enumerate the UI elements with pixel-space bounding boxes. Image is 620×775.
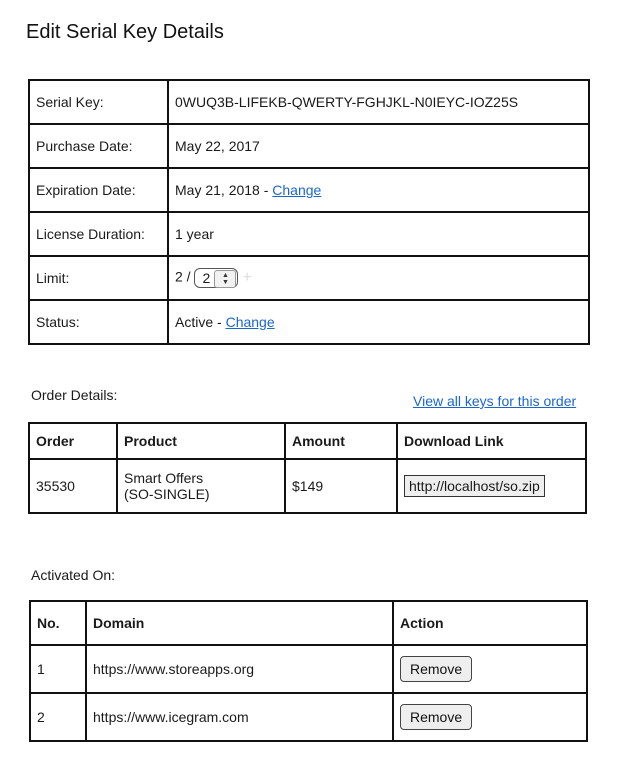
serial-key-label: Serial Key: <box>29 80 168 124</box>
table-row <box>29 459 586 513</box>
action-cell <box>393 645 587 693</box>
remove-button[interactable]: Remove <box>400 656 472 682</box>
activations-table <box>29 600 588 742</box>
activation-number: 1 <box>30 645 86 693</box>
license-duration-value: 1 year <box>168 212 589 256</box>
license-duration-label: License Duration: <box>29 212 168 256</box>
serial-key-row <box>29 80 589 124</box>
table-row <box>30 645 587 693</box>
action-header: Action <box>393 601 587 645</box>
limit-used: 2 / <box>175 268 195 285</box>
stepper-up-icon[interactable]: ▲ <box>222 272 229 279</box>
product-header: Product <box>117 423 285 459</box>
order-header-row <box>29 423 586 459</box>
status-cell <box>168 300 589 344</box>
status-value: Active - <box>175 314 226 330</box>
product-name: Smart Offers <box>124 470 204 486</box>
limit-label: Limit: <box>29 256 168 300</box>
purchase-date-row <box>29 124 589 168</box>
purchase-date-label: Purchase Date: <box>29 124 168 168</box>
page-title: Edit Serial Key Details <box>26 21 224 43</box>
status-label: Status: <box>29 300 168 344</box>
activation-header-row <box>30 601 587 645</box>
stepper-arrows[interactable] <box>214 270 236 288</box>
limit-cell <box>168 256 589 300</box>
activated-on-label: Activated On: <box>31 567 116 583</box>
domain-header: Domain <box>86 601 393 645</box>
number-header: No. <box>30 601 86 645</box>
remove-button[interactable]: Remove <box>400 704 472 730</box>
limit-row <box>29 256 589 300</box>
action-cell <box>393 693 587 741</box>
serial-key-details-table <box>28 79 590 345</box>
stepper-down-icon[interactable]: ▼ <box>222 279 229 286</box>
expiration-change-link[interactable]: Change <box>272 182 322 198</box>
download-link-button[interactable]: http://localhost/so.zip <box>404 475 545 497</box>
table-row <box>30 693 587 741</box>
download-link-cell <box>397 459 586 513</box>
expiration-date-row <box>29 168 589 212</box>
limit-stepper-value: 2 <box>202 270 211 286</box>
order-details-label: Order Details: <box>31 387 118 403</box>
download-link-header: Download Link <box>397 423 586 459</box>
status-row <box>29 300 589 344</box>
license-duration-row <box>29 212 589 256</box>
amount-value: $149 <box>285 459 397 513</box>
status-change-link[interactable]: Change <box>225 314 275 330</box>
expiration-date-value: May 21, 2018 - <box>175 182 273 198</box>
product-sku: (SO-SINGLE) <box>124 486 210 502</box>
order-header: Order <box>29 423 117 459</box>
order-details-table <box>28 422 587 514</box>
serial-key-value: 0WUQ3B-LIFEKB-QWERTY-FGHJKL-N0IEYC-IOZ25S <box>168 80 589 124</box>
activation-number: 2 <box>30 693 86 741</box>
expiration-date-label: Expiration Date: <box>29 168 168 212</box>
product-cell <box>117 459 285 513</box>
purchase-date-value: May 22, 2017 <box>168 124 589 168</box>
amount-header: Amount <box>285 423 397 459</box>
activation-domain: https://www.icegram.com <box>86 693 393 741</box>
expiration-date-cell <box>168 168 589 212</box>
activation-domain: https://www.storeapps.org <box>86 645 393 693</box>
limit-stepper[interactable] <box>194 268 238 288</box>
plus-icon: + <box>242 269 252 286</box>
order-number: 35530 <box>29 459 117 513</box>
view-all-keys-link[interactable]: View all keys for this order <box>413 393 577 409</box>
